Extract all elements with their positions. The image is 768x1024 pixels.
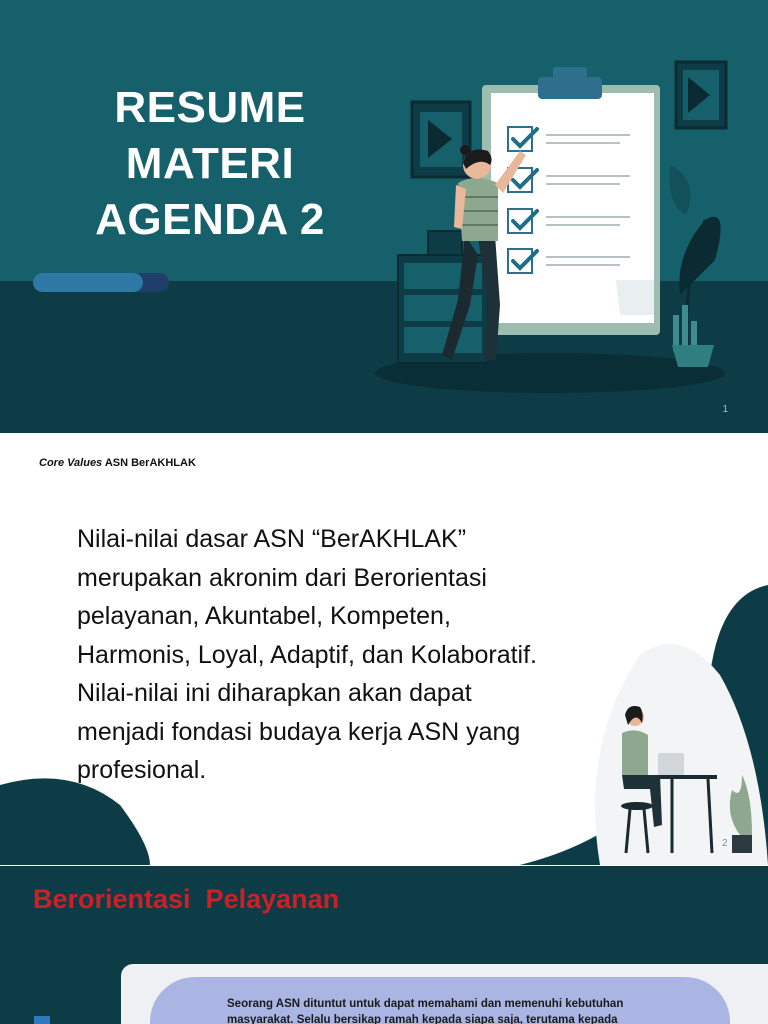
plant-leaf	[679, 217, 720, 295]
slide-title	[40, 80, 380, 248]
service-orientation-slide	[0, 866, 768, 1024]
clipboard-clip-top	[553, 67, 587, 81]
core-values-slide	[0, 445, 768, 865]
slide-title: Berorientasi Pelayanan	[33, 884, 340, 914]
accent-mark	[34, 1016, 50, 1024]
page-number: 2	[722, 838, 728, 849]
laptop-icon	[658, 753, 684, 775]
heading-rest: ASN BerAKHLAK	[102, 457, 196, 469]
person-shirt	[458, 178, 498, 241]
title-slide	[0, 0, 768, 433]
plant-pot	[732, 835, 752, 853]
photo-frame	[428, 231, 462, 255]
checklist-illustration	[370, 55, 740, 400]
paper-fold	[616, 280, 654, 315]
progress-pill-fill	[33, 273, 143, 292]
wave-shape-left	[0, 778, 150, 865]
body-paragraph: Nilai-nilai dasar ASN “BerAKHLAK” merupakan akronim dari Berorientasi pelayanan, Akuntabel, Kompeten, Harmonis, Loyal, Adaptif, dan Kolaboratif. Nilai-nilai ini diharapkan akan dapat menjadi fondasi budaya kerja ASN yang profesional.	[77, 525, 537, 784]
plant-pot	[672, 345, 714, 367]
heading-italic: Core Values	[39, 457, 103, 469]
page-number: 1	[722, 404, 728, 415]
title-line-2: MATERI	[125, 139, 295, 188]
title-line-3: AGENDA 2	[95, 195, 325, 244]
card-text: Seorang ASN dituntut untuk dapat memahami dan memenuhi kebutuhan masyarakat. Selalu bersikap ramah kepada siapa saja, terutama kepada	[227, 998, 624, 1024]
person-shirt	[622, 730, 648, 775]
progress-pill	[33, 273, 169, 292]
stool-seat	[621, 802, 653, 810]
plant-leaf	[669, 165, 690, 215]
title-line-1: RESUME	[114, 83, 306, 132]
